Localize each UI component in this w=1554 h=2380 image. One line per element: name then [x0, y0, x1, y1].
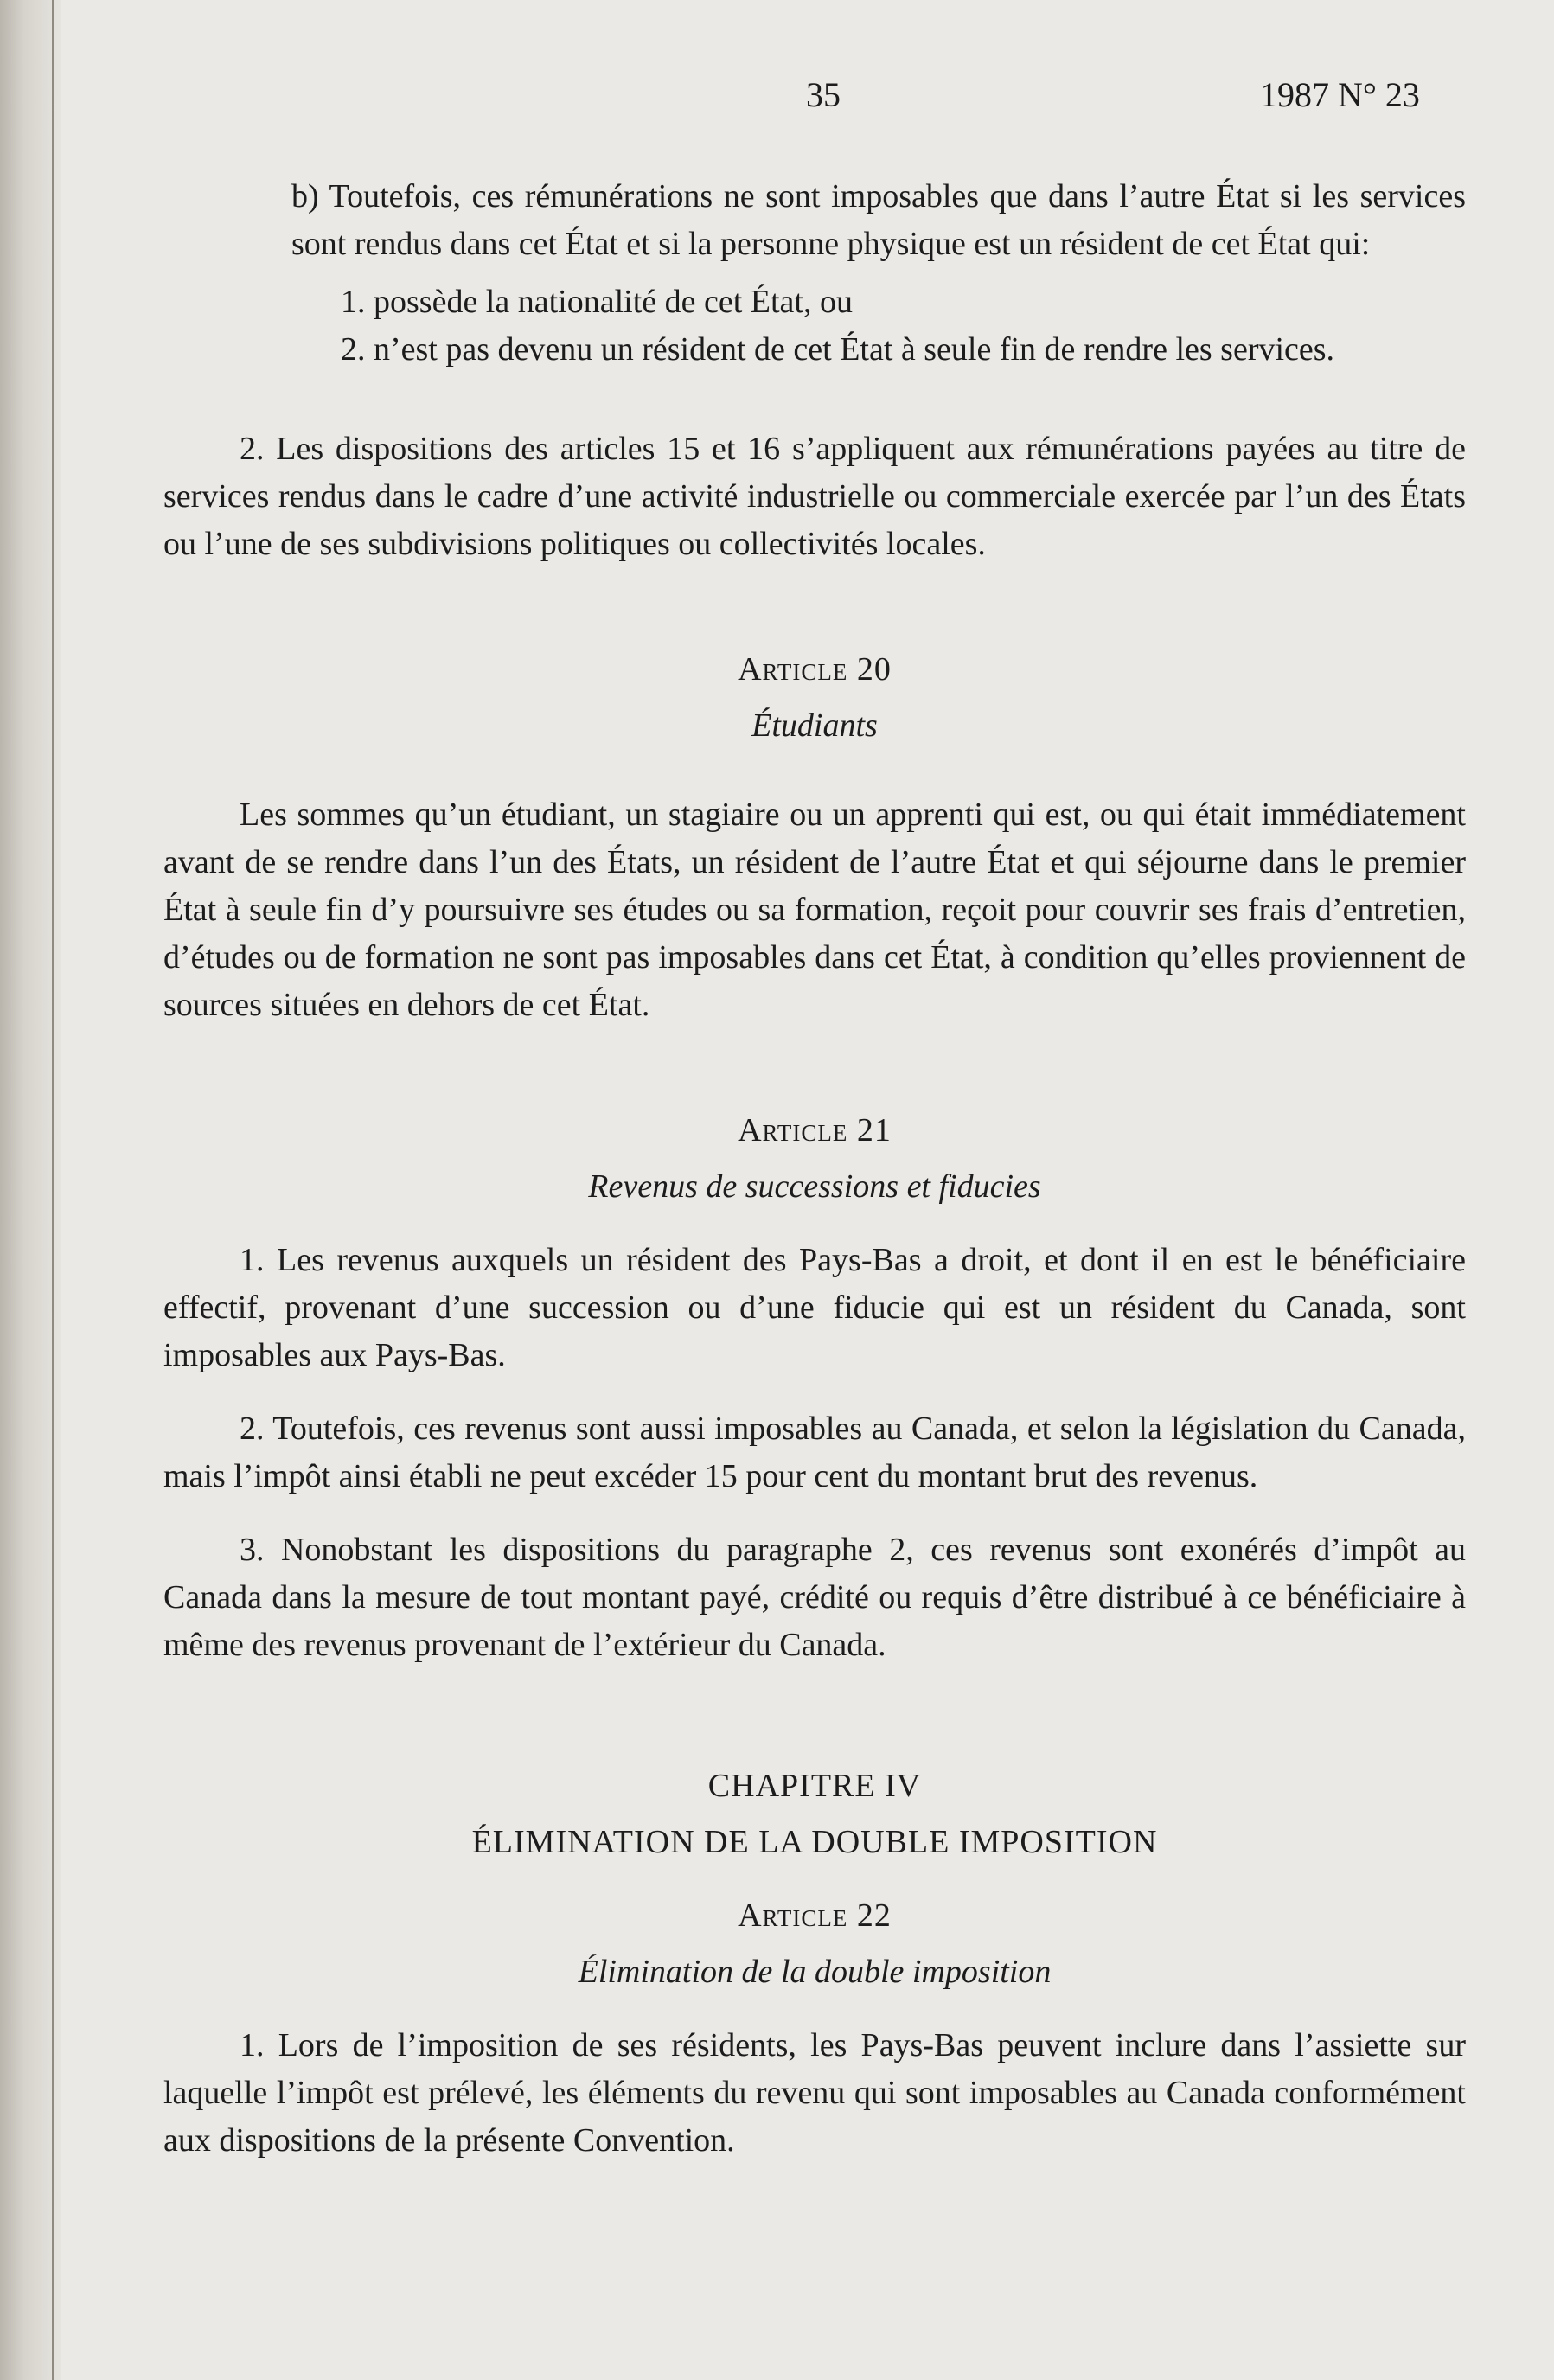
article22-paragraph-1: 1. Lors de l’imposition de ses résidents, les Pays-Bas peuvent inclure dans l’assiette sur laquelle l’impôt est prélevé, les éléments du revenu qui sont imposables au Canada conformément aux dispositions de la présente Convention.: [163, 2027, 1466, 2159]
article22-title: Élimination de la double imposition: [578, 1954, 1052, 1990]
article20-paragraph-1: Les sommes qu’un étudiant, un stagiaire ou un apprenti qui est, ou qui était immédiatement avant de se rendre dans l’un des États, un résident de l’autre État et qui séjourne dans le premier État à seule fin d’y poursuivre ses études ou sa formation, reçoit pour couvrir ses frais d’entretien, d’études ou de formation ne sont pas imposables dans cet État, à condition qu’elles proviennent de sources situées en dehors de cet État.: [163, 797, 1466, 1023]
article20-heading: Article 20: [738, 651, 892, 688]
page-header: [0, 74, 1554, 118]
article19-paragraph-b: b) Toutefois, ces rémunérations ne sont imposables que dans l’autre État si les services sont rendus dans cet État et si la personne physique est un résident de cet État qui:: [291, 178, 1466, 262]
chapter-label: CHAPITRE IV: [707, 1768, 922, 1804]
article19-paragraph-2: 2. Les dispositions des articles 15 et 16 s’appliquent aux rémunérations payées au titre de services rendus dans le cadre d’une activité industrielle ou commerciale exercée par l’un des États ou l’une de ses subdivisions politiques ou collectivités locales.: [163, 431, 1466, 562]
binding-edge: [52, 0, 54, 2380]
article22-heading: Article 22: [738, 1897, 892, 1934]
article19-list: [163, 278, 1466, 374]
volume-reference: 1987 N° 23: [1260, 75, 1420, 114]
article20-title: Étudiants: [751, 707, 878, 744]
chapter-title: ÉLIMINATION DE LA DOUBLE IMPOSITION: [471, 1824, 1158, 1860]
article21-paragraph-3: 3. Nonobstant les dispositions du paragraphe 2, ces revenus sont exonérés d’impôt au Canada dans la mesure de tout montant payé, crédité ou requis d’être distribué à ce bénéficiaire à même des revenus provenant de l’extérieur du Canada.: [163, 1532, 1466, 1663]
article21-paragraph-1: 1. Les revenus auxquels un résident des Pays-Bas a droit, et dont il en est le bénéficiaire effectif, provenant d’une succession ou d’une fiducie qui est un résident du Canada, sont imposables aux Pays-Bas.: [163, 1242, 1466, 1373]
list-item: 2. n’est pas devenu un résident de cet État à seule fin de rendre les services.: [341, 331, 1335, 368]
article21-paragraph-2: 2. Toutefois, ces revenus sont aussi imposables au Canada, et selon la législation du Canada, mais l’impôt ainsi établi ne peut excéder 15 pour cent du montant brut des revenus.: [163, 1411, 1466, 1494]
list-item: 1. possède la nationalité de cet État, ou: [341, 284, 853, 320]
article21-heading: Article 21: [738, 1112, 892, 1148]
article21-title: Revenus de successions et fiducies: [588, 1168, 1041, 1205]
document-body: [163, 173, 1466, 2165]
page-number: 35: [806, 75, 841, 114]
